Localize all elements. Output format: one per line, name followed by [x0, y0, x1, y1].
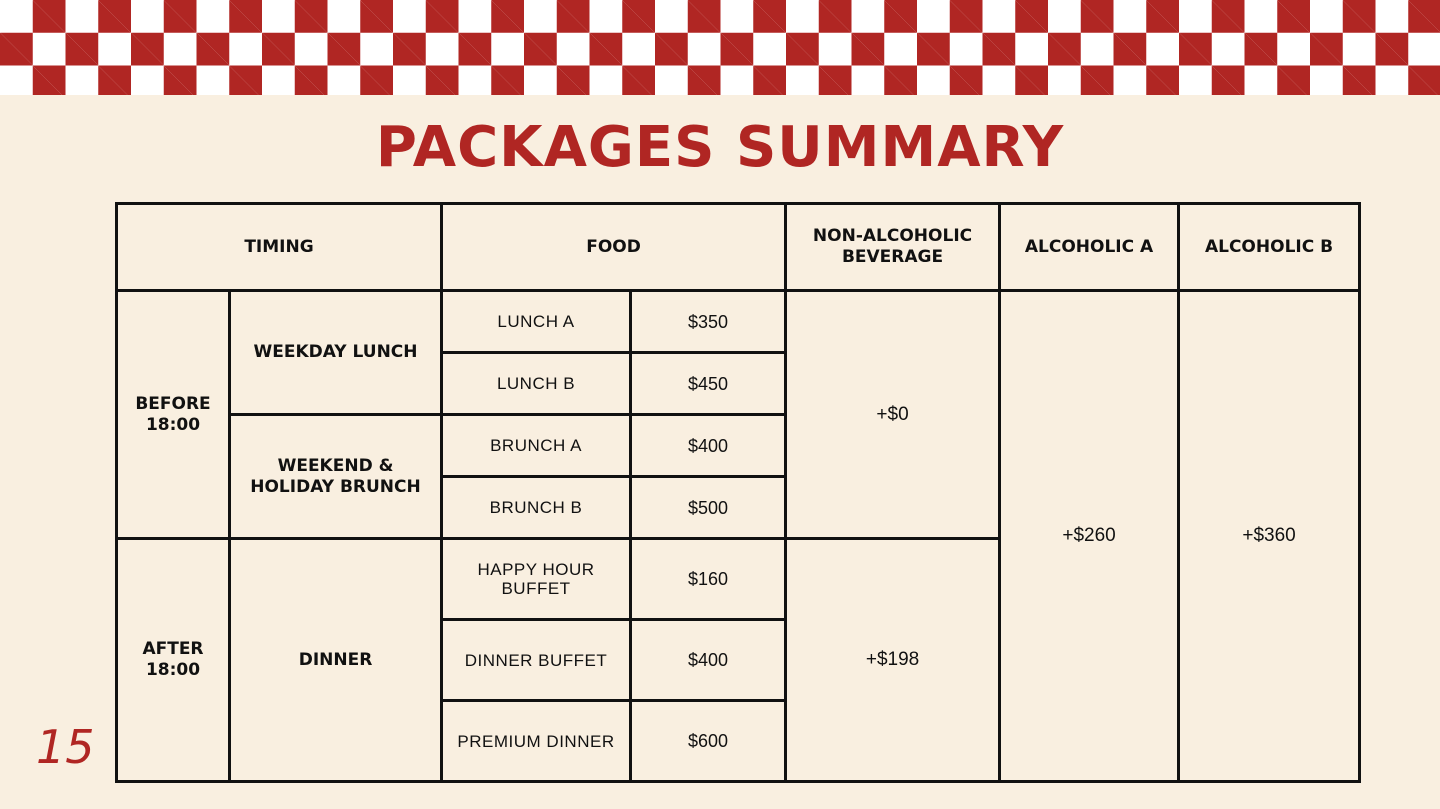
header-alcoholic-b: ALCOHOLIC B [1179, 204, 1360, 291]
header-alcoholic-a: ALCOHOLIC A [1000, 204, 1179, 291]
period-before-1800: BEFORE 18:00 [117, 291, 230, 539]
meal-weekday-lunch: WEEKDAY LUNCH [230, 291, 442, 415]
header-non-alcoholic: NON-ALCOHOLIC BEVERAGE [786, 204, 1000, 291]
alcoholic-a-surcharge: +$260 [1000, 291, 1179, 782]
checkered-banner [0, 0, 1440, 95]
non-alcoholic-before-1800: +$0 [786, 291, 1000, 539]
item-name: HAPPY HOUR BUFFET [442, 539, 631, 620]
page-number: 15 [36, 720, 95, 774]
header-food: FOOD [442, 204, 786, 291]
table-header-row [117, 204, 1360, 291]
meal-dinner: DINNER [230, 539, 442, 782]
meal-weekend-holiday-brunch: WEEKEND & HOLIDAY BRUNCH [230, 415, 442, 539]
item-price: $450 [631, 353, 786, 415]
header-timing: TIMING [117, 204, 442, 291]
table-row [117, 291, 1360, 353]
item-price: $350 [631, 291, 786, 353]
item-price: $160 [631, 539, 786, 620]
non-alcoholic-after-1800: +$198 [786, 539, 1000, 782]
page-title: PACKAGES SUMMARY [375, 115, 1065, 180]
item-price: $400 [631, 620, 786, 701]
item-price: $600 [631, 701, 786, 782]
packages-table [115, 202, 1361, 783]
alcoholic-b-surcharge: +$360 [1179, 291, 1360, 782]
item-name: PREMIUM DINNER [442, 701, 631, 782]
item-name: LUNCH B [442, 353, 631, 415]
item-price: $400 [631, 415, 786, 477]
item-name: BRUNCH B [442, 477, 631, 539]
item-name: DINNER BUFFET [442, 620, 631, 701]
item-name: LUNCH A [442, 291, 631, 353]
item-name: BRUNCH A [442, 415, 631, 477]
item-price: $500 [631, 477, 786, 539]
period-after-1800: AFTER 18:00 [117, 539, 230, 782]
